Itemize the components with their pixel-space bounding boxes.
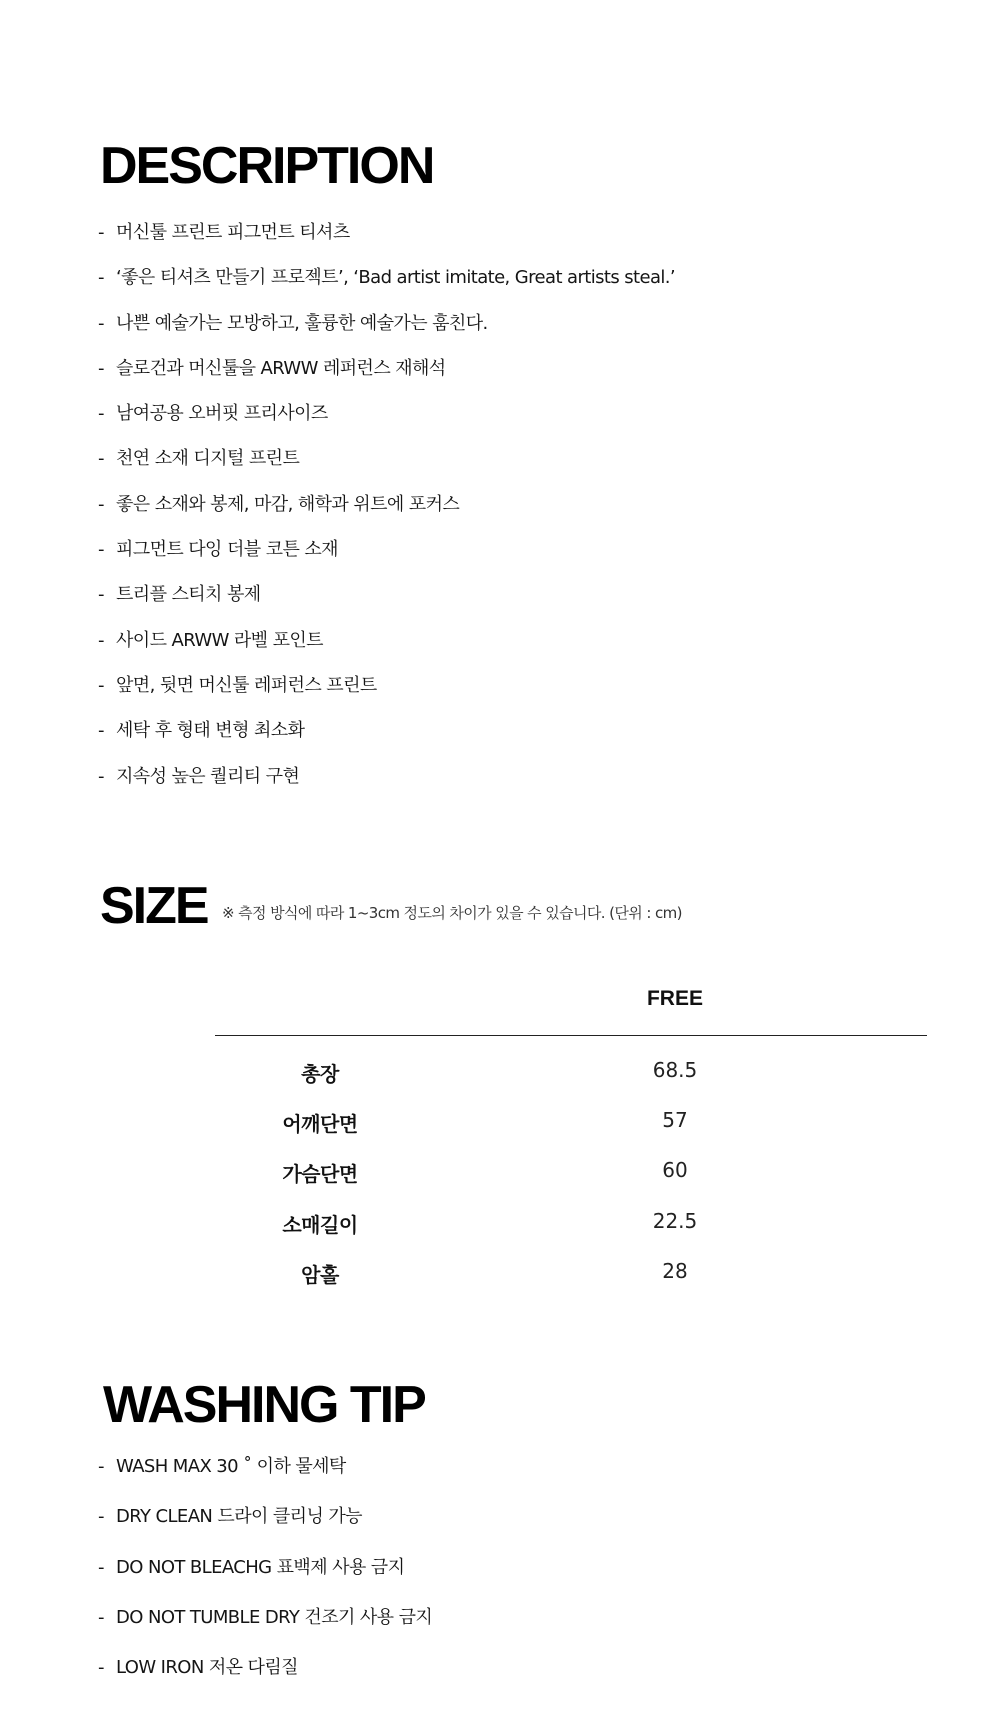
table-row	[215, 1158, 927, 1208]
washing-tip-text: LOW IRON 저온 다림질	[116, 1657, 298, 1679]
bullet-dash: -	[98, 1657, 104, 1679]
size-row-value: 68.5	[652, 1058, 698, 1082]
bullet-dash: -	[98, 448, 104, 470]
description-item-text: 좋은 소재와 봉제, 마감, 해학과 위트에 포커스	[116, 493, 460, 515]
bullet-dash: -	[98, 720, 104, 742]
washing-tip-text: WASH MAX 30 ˚ 이하 물세탁	[116, 1456, 346, 1477]
bullet-dash: -	[98, 1606, 104, 1628]
bullet-dash: -	[98, 1506, 104, 1528]
table-row	[215, 1108, 927, 1158]
bullet-dash: -	[98, 1456, 104, 1477]
description-item	[98, 309, 675, 354]
description-item-text: 사이드 ARWW 라벨 포인트	[116, 629, 323, 651]
washing-tip-text: DO NOT TUMBLE DRY 건조기 사용 금지	[116, 1606, 433, 1628]
size-column-header: FREE	[646, 987, 703, 1010]
description-item	[98, 399, 675, 444]
bullet-dash: -	[98, 674, 104, 696]
bullet-dash: -	[98, 765, 104, 787]
description-item	[98, 716, 675, 761]
description-item-text: 트리플 스티치 봉제	[116, 584, 261, 606]
washing-tip-title: WASHING TIP	[103, 1376, 425, 1434]
size-row-value: 57	[662, 1108, 688, 1133]
description-item	[98, 671, 675, 716]
description-item-text: 머신툴 프린트 피그먼트 티셔츠	[116, 222, 350, 243]
description-item-text: 나쁜 예술가는 모방하고, 훌륭한 예술가는 훔친다.	[116, 312, 488, 334]
size-table-header	[215, 985, 927, 1035]
bullet-dash: -	[98, 403, 104, 425]
description-item	[98, 444, 675, 489]
bullet-dash: -	[98, 267, 104, 289]
size-row-value: 22.5	[652, 1208, 698, 1233]
size-row-label: 어깨단면	[282, 1112, 358, 1137]
size-row-label: 총장	[301, 1062, 339, 1086]
size-row-value: 28	[662, 1258, 688, 1283]
washing-tip-item	[98, 1653, 432, 1703]
washing-tip-item	[98, 1553, 432, 1603]
description-item-text: 남여공용 오버핏 프리사이즈	[116, 403, 328, 425]
size-table-divider	[215, 1035, 927, 1036]
bullet-dash: -	[98, 629, 104, 651]
size-row-label: 암홀	[301, 1262, 339, 1287]
bullet-dash: -	[98, 539, 104, 561]
description-item-text: ‘좋은 티셔츠 만들기 프로젝트’, ‘Bad artist imitate, Great artists steal.’	[116, 267, 676, 289]
description-item	[98, 354, 675, 399]
size-table	[215, 985, 927, 1287]
description-item-text: 세탁 후 형태 변형 최소화	[116, 720, 305, 742]
description-item	[98, 263, 675, 308]
description-item	[98, 490, 675, 535]
bullet-dash: -	[98, 222, 104, 243]
washing-tip-text: DO NOT BLEACHG 표백제 사용 금지	[116, 1556, 405, 1578]
bullet-dash: -	[98, 584, 104, 606]
description-item	[98, 535, 675, 580]
size-row-label: 소매길이	[282, 1212, 358, 1237]
bullet-dash: -	[98, 312, 104, 334]
description-item-text: 천연 소재 디지털 프린트	[116, 448, 300, 470]
bullet-dash: -	[98, 357, 104, 379]
table-row	[215, 1058, 927, 1108]
washing-tip-list	[98, 1452, 432, 1703]
size-note: ※ 측정 방식에 따라 1~3cm 정도의 차이가 있을 수 있습니다. (단위 : cm)	[222, 904, 682, 922]
size-table-body	[215, 1058, 927, 1309]
washing-tip-item	[98, 1603, 432, 1653]
description-item	[98, 580, 675, 625]
description-list	[98, 218, 675, 807]
description-item-text: 피그먼트 다잉 더블 코튼 소재	[116, 539, 338, 561]
description-title: DESCRIPTION	[100, 137, 434, 195]
bullet-dash: -	[98, 1556, 104, 1578]
description-item-text: 슬로건과 머신툴을 ARWW 레퍼런스 재해석	[116, 357, 446, 379]
washing-tip-text: DRY CLEAN 드라이 클리닝 가능	[116, 1506, 362, 1528]
washing-tip-item	[98, 1502, 432, 1552]
description-item-text: 앞면, 뒷면 머신툴 레퍼런스 프린트	[116, 674, 377, 696]
size-row-label: 가슴단면	[282, 1162, 358, 1187]
table-row	[215, 1209, 927, 1259]
table-row	[215, 1259, 927, 1309]
bullet-dash: -	[98, 493, 104, 515]
description-item	[98, 626, 675, 671]
size-row-value: 60	[662, 1158, 688, 1183]
size-title: SIZE	[100, 877, 208, 935]
description-item	[98, 762, 675, 807]
washing-tip-item	[98, 1452, 432, 1502]
description-item	[98, 218, 675, 263]
description-item-text: 지속성 높은 퀄리티 구현	[116, 765, 300, 787]
